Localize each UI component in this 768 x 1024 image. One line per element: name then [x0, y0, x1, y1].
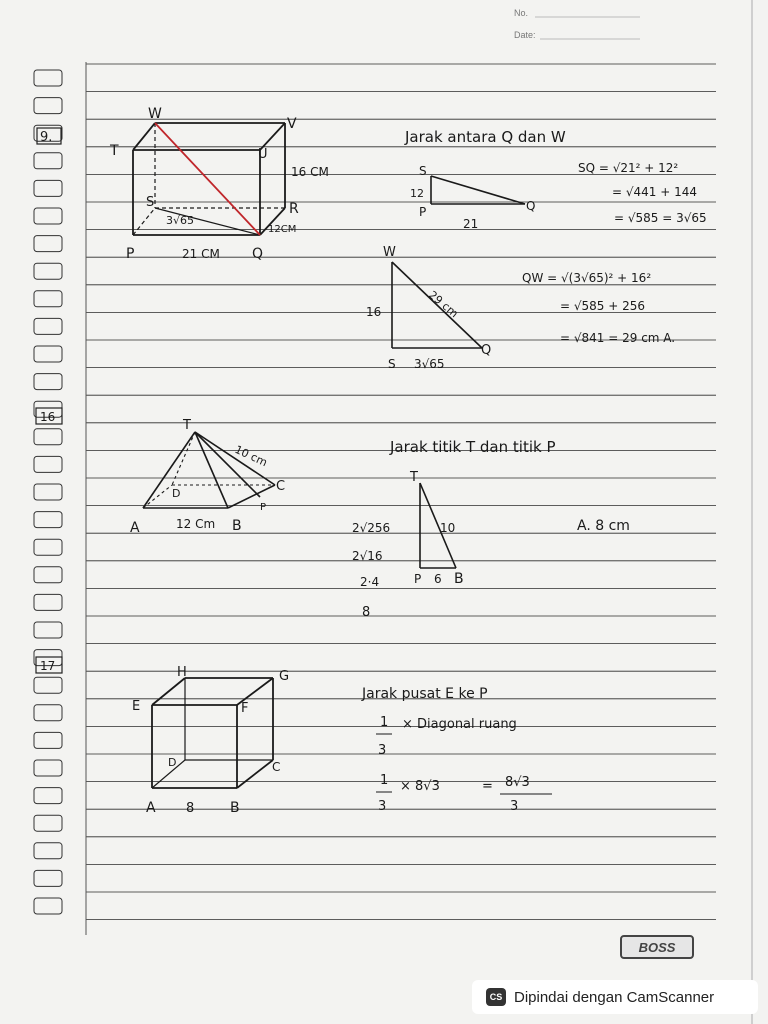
margin-box — [34, 456, 62, 472]
label-base-21cm: 21 CM — [182, 247, 220, 261]
label-U: U — [258, 147, 268, 162]
label-height-16cm: 16 CM — [291, 165, 329, 179]
margin-box — [34, 429, 62, 445]
label-C16: C — [276, 479, 286, 494]
label-F17: F — [241, 701, 249, 716]
tri1-side-21: 21 — [463, 217, 479, 231]
camscanner-logo-icon: CS — [486, 988, 506, 1006]
label-B17: B — [230, 800, 240, 816]
margin-box — [34, 180, 62, 196]
label-A17: A — [146, 800, 156, 816]
label-base-12cm: 12 Cm — [176, 517, 216, 531]
label-G17: G — [279, 669, 290, 684]
margin-box — [34, 291, 62, 307]
margin-box — [34, 263, 62, 279]
label-S: S — [146, 195, 155, 210]
margin-box — [34, 594, 62, 610]
frac2-result-den: 3 — [510, 799, 519, 814]
label-P16: P — [260, 502, 267, 513]
label-R: R — [289, 201, 299, 217]
calc1-line2: = √441 + 144 — [612, 185, 698, 199]
label-E17: E — [132, 699, 141, 714]
frac2-num: 1 — [380, 773, 389, 788]
label-edge-10cm: 10 cm — [232, 442, 270, 470]
triangle-spq — [431, 176, 525, 204]
pyramid-figure-16 — [143, 432, 275, 508]
margin-box — [34, 843, 62, 859]
frac1-text: × Diagonal ruang — [402, 717, 517, 732]
work16-line3: 2·4 — [360, 575, 380, 589]
tri16-hyp-10: 10 — [440, 521, 456, 535]
margin-box — [34, 374, 62, 390]
problem-17 — [36, 657, 552, 816]
label-D16: D — [172, 487, 181, 500]
calc2-line2: = √585 + 256 — [560, 299, 646, 313]
margin-box — [34, 677, 62, 693]
tri16-P: P — [414, 572, 422, 586]
calc1-line3: = √585 = 3√65 — [614, 211, 707, 225]
cuboid-figure-9 — [133, 123, 285, 235]
tri1-P: P — [419, 205, 427, 219]
label-H17: H — [177, 665, 187, 680]
tri1-S: S — [419, 164, 427, 178]
cube-figure-17 — [152, 678, 273, 788]
label-depth-12cm: 12CM — [268, 224, 297, 235]
problem-9-number: 9. — [40, 130, 53, 145]
calc2-line1: QW = √(3√65)² + 16² — [522, 271, 652, 285]
label-B16: B — [232, 518, 242, 534]
camscanner-watermark — [472, 980, 758, 1014]
label-A16: A — [130, 520, 140, 536]
margin-box — [34, 512, 62, 528]
calc2-line3: = √841 = 29 cm A. — [560, 331, 676, 345]
margin-box — [34, 346, 62, 362]
label-C17: C — [272, 760, 281, 774]
margin-box — [34, 70, 62, 86]
tri2-side-16: 16 — [366, 305, 382, 319]
label-W: W — [148, 106, 162, 122]
work16-line1: 2√256 — [352, 521, 391, 535]
margin-box — [34, 567, 62, 583]
work16-line4: 8 — [362, 605, 371, 620]
label-V: V — [287, 116, 297, 132]
camscanner-text: Dipindai dengan CamScanner — [514, 988, 715, 1006]
margin-box — [34, 153, 62, 169]
no-label: No. — [514, 8, 529, 18]
margin-boxes — [34, 70, 62, 914]
problem-17-number: 17 — [40, 659, 56, 673]
frac1-den: 3 — [378, 743, 387, 758]
label-P: P — [126, 246, 135, 262]
problem-17-heading: Jarak pusat E ke P — [362, 686, 488, 702]
frac2-result: 8√3 — [505, 775, 530, 790]
calc1-line1: SQ = √21² + 12² — [578, 161, 679, 175]
margin-box — [34, 208, 62, 224]
problem-9-heading: Jarak antara Q dan W — [405, 128, 566, 146]
tri2-hyp-29cm: 29 cm — [426, 288, 461, 321]
tri2-side-3root65: 3√65 — [414, 357, 445, 371]
frac2-den: 3 — [378, 799, 387, 814]
label-diag-3root65: 3√65 — [166, 214, 195, 227]
answer-16: A. 8 cm — [577, 518, 630, 534]
tri16-B: B — [454, 571, 464, 587]
problem-16-number: 16 — [40, 410, 56, 424]
problem-9 — [37, 106, 707, 371]
label-edge-8: 8 — [186, 801, 195, 816]
margin-box — [34, 539, 62, 555]
label-Q: Q — [252, 246, 264, 262]
margin-box — [34, 815, 62, 831]
margin-box — [34, 318, 62, 334]
tri1-side-12: 12 — [410, 187, 424, 200]
tri2-S: S — [388, 357, 396, 371]
tri2-Q: Q — [481, 343, 492, 358]
margin-box — [34, 705, 62, 721]
margin-box — [34, 236, 62, 252]
label-D17: D — [168, 756, 177, 769]
tri2-W: W — [383, 245, 396, 260]
margin-box — [34, 622, 62, 638]
margin-box — [34, 732, 62, 748]
margin-box — [34, 484, 62, 500]
problem-16-heading: Jarak titik T dan titik P — [390, 438, 556, 456]
label-T: T — [110, 143, 119, 159]
frac2-text: × 8√3 — [400, 779, 440, 794]
date-label: Date: — [514, 30, 536, 40]
frac1-num: 1 — [380, 715, 389, 730]
tri1-Q: Q — [526, 199, 536, 213]
frac2-eq: = — [482, 779, 493, 794]
tri16-base-6: 6 — [434, 572, 442, 586]
margin-box — [34, 788, 62, 804]
notebook-brand-logo: BOSS — [620, 935, 694, 959]
margin-box — [34, 898, 62, 914]
margin-box — [34, 760, 62, 776]
label-T16: T — [183, 418, 191, 433]
margin-box — [34, 870, 62, 886]
work16-line2: 2√16 — [352, 549, 383, 563]
tri16-T: T — [410, 470, 418, 485]
margin-box — [34, 98, 62, 114]
